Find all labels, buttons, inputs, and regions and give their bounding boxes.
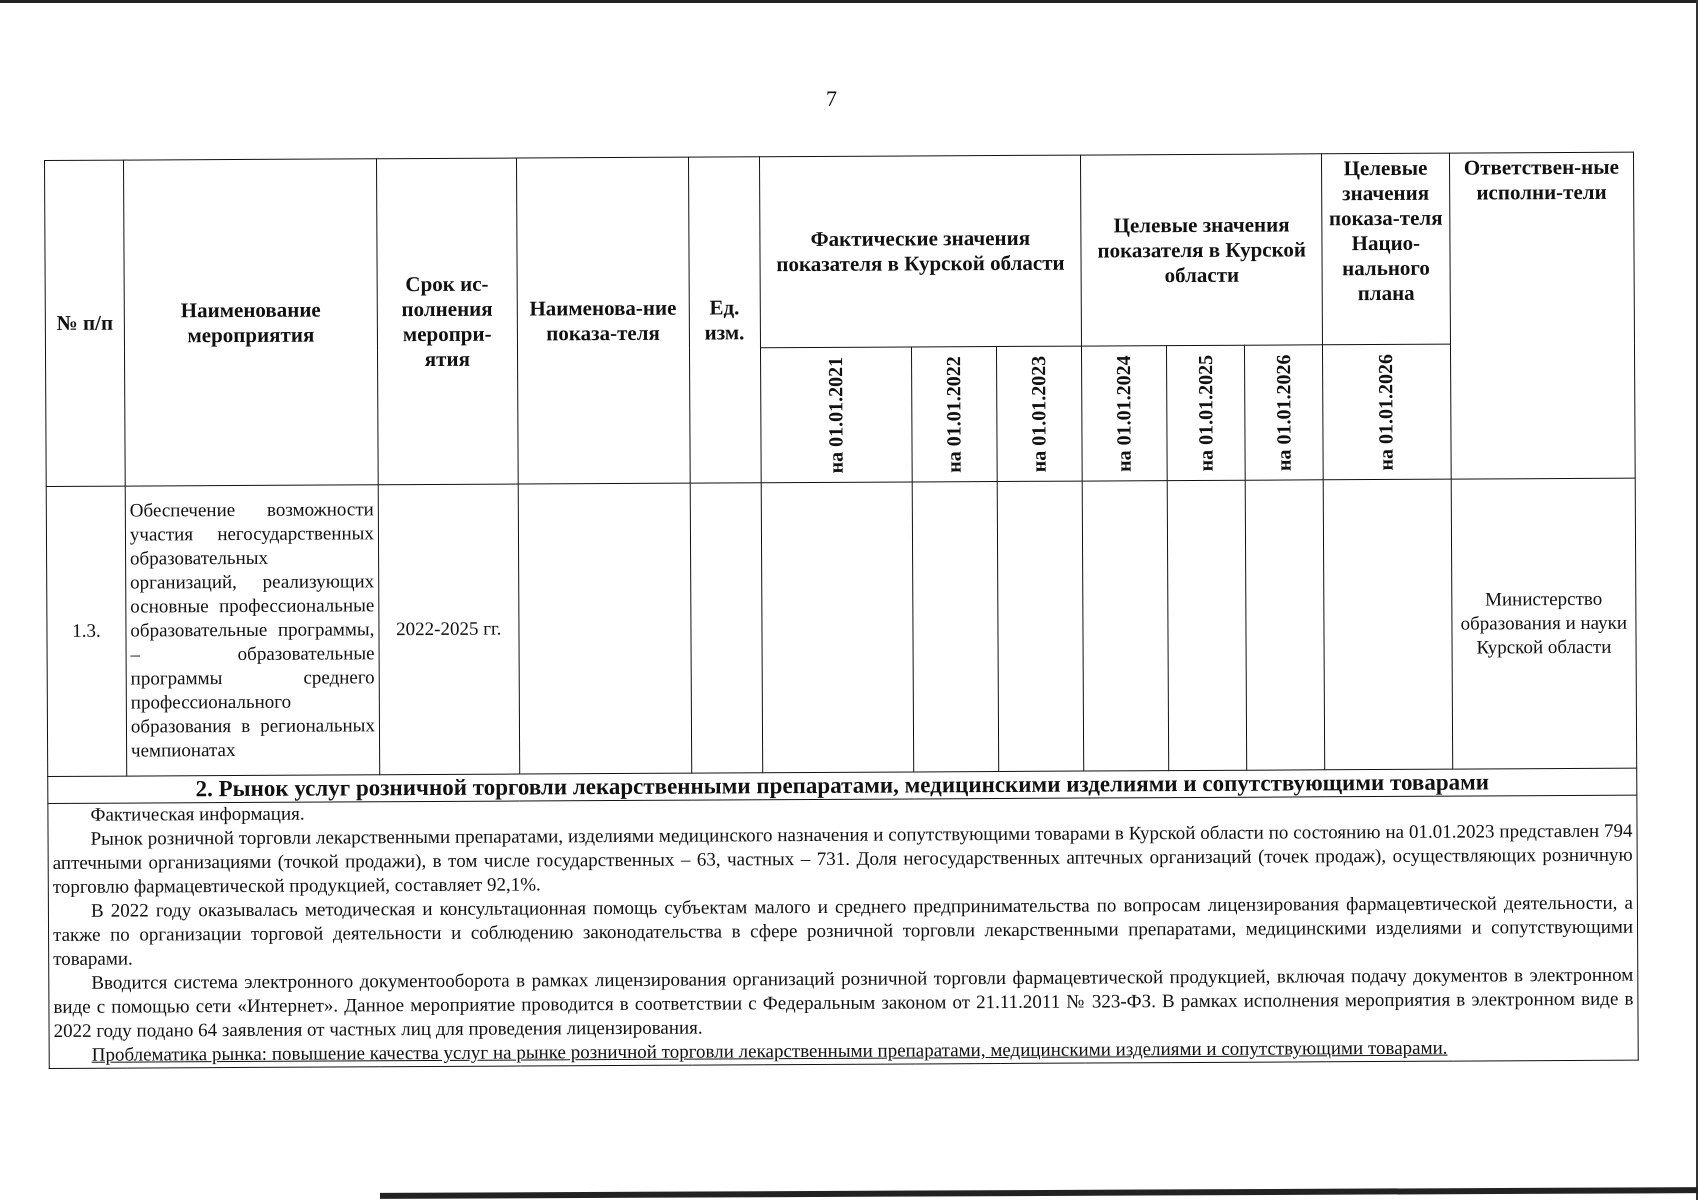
header-num: № п/п (45, 160, 126, 486)
header-target-values: Целевые значения показателя в Курской области (1081, 154, 1323, 346)
header-date-2022 (912, 347, 998, 482)
paragraph: Проблематика рынка: повышение качества услуг на рынке розничной торговли лекарственными препаратами, медицинскими изделиями и сопутствующими товарами. (91, 1037, 1448, 1066)
header-date-2023 (997, 346, 1083, 481)
paragraph: Рынок розничной торговли лекарственными препаратами, изделиями медицинского назначения и сопутствующими товарами в Курской области по состоянию на 01.01.2023 представлен 794 аптечными организациями (точкой продажи), в том числе государственных – 63, частных – 731. Доля негосударственных аптечных организаций (точек продаж), осуществляющих розничную торговлю фармацевтической продукцией, составляет 92,1%. (52, 820, 1633, 898)
date-label: на 01.01.2022 (943, 355, 966, 473)
row-value-2024 (1083, 481, 1170, 771)
header-event-name: Наименование мероприятия (123, 159, 378, 486)
date-label: на 01.01.2026 (1272, 354, 1296, 471)
row-value-2022 (912, 482, 999, 772)
date-label: на 01.01.2023 (1028, 355, 1051, 473)
scan-edge-bottom (380, 1187, 1698, 1199)
header-date-2026-national (1323, 344, 1451, 480)
row-event: Обеспечение возможности участия негосударственных образовательных организаций, реализующих основные профессиональные образовательные программы, – образовательные программы среднего профессионального образования в региональных чемпионатах (125, 485, 380, 776)
row-value-2021 (761, 482, 914, 773)
paragraph: В 2022 году оказывалась методическая и консультационная помощь субъектам малого и среднего предпринимательства по вопросам лицензирования фармацевтической деятельности, а также по организации торговой деятельности и соблюдению законодательства в сфере розничной торговли лекарственными препаратами, медицинскими изделиями и сопутствующими товарами. (53, 892, 1634, 970)
header-responsible: Ответствен-ные исполни-тели (1449, 152, 1635, 479)
row-value-2025 (1168, 480, 1247, 770)
page-number: 7 (826, 86, 837, 111)
header-date-2021 (760, 347, 913, 483)
header-deadline: Срок ис-полнения меропри-ятия (376, 158, 517, 485)
table-row (46, 478, 1636, 776)
date-label: на 01.01.2024 (1113, 355, 1136, 472)
date-label: на 01.01.2026 (1375, 353, 1399, 471)
header-date-2026 (1245, 345, 1324, 480)
row-unit (690, 483, 762, 773)
section-text (48, 795, 1638, 1068)
date-label: на 01.01.2025 (1194, 354, 1218, 472)
header-date-2025 (1167, 345, 1246, 480)
section-text-row (48, 795, 1638, 1068)
row-responsible: Министерство образования и науки Курской области (1451, 478, 1637, 769)
header-date-2024 (1082, 346, 1168, 481)
section-title: 2. Рынок услуг розничной торговли лекарственными препаратами, медицинскими изделиями и сопутствующими товарами (48, 768, 1637, 803)
paragraph: Фактическая информация. (90, 803, 305, 826)
row-value-2026-national (1323, 479, 1452, 770)
row-indicator (518, 483, 692, 774)
paragraph: Вводится система электронного документооборота в рамках лицензирования организаций розничной торговли фармацевтической продукцией, включая подачу документов в электронном виде с помощью сети «Интернет». Данное мероприятие проводится в соответствии с Федеральным законом от 21.11.2011 № 323-ФЗ. В рамках исполнения мероприятия в электронном виде в 2022 году подано 64 заявления от частных лиц для проведения лицензирования. (53, 964, 1634, 1042)
header-unit: Ед. изм. (688, 157, 761, 483)
measures-table (44, 152, 1639, 1069)
row-num: 1.3. (46, 486, 126, 776)
header-actual-values: Фактические значения показателя в Курской области (759, 155, 1082, 348)
row-deadline: 2022-2025 гг. (378, 484, 519, 775)
row-value-2023 (997, 481, 1084, 771)
row-value-2026 (1245, 480, 1324, 770)
date-label: на 01.01.2021 (824, 356, 848, 474)
header-indicator-name: Наименова-ние показа-теля (516, 157, 690, 484)
header-national-plan: Целевые значения показа-теля Нацио-нального плана (1322, 153, 1451, 345)
scan-edge-top (0, 0, 1698, 3)
